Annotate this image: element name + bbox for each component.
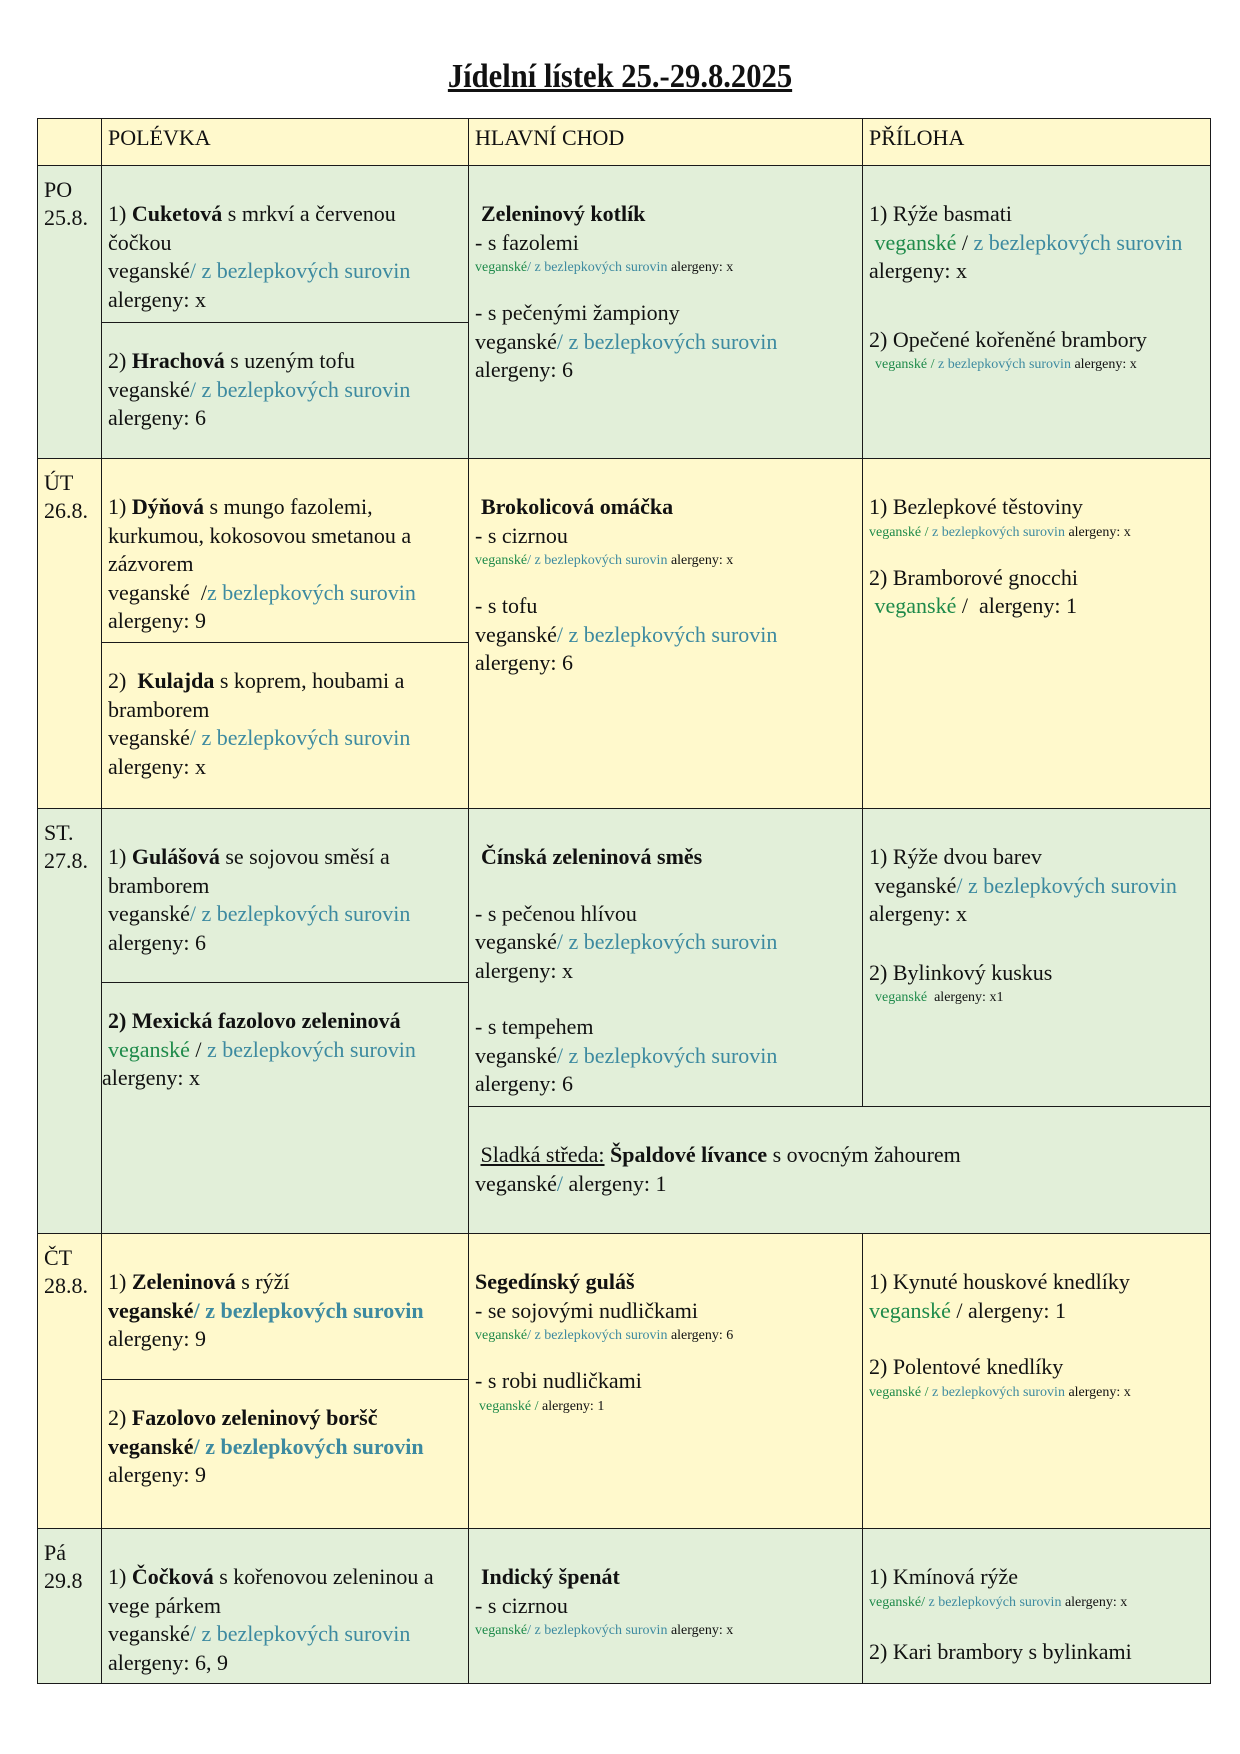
vegan-label: veganské [108, 901, 190, 926]
allergens-value: x [955, 901, 967, 926]
vegan-label: veganské [479, 1398, 532, 1414]
allergens-value: x [1120, 1594, 1128, 1610]
allergens-label: alergeny: [108, 1462, 190, 1487]
allergens-value: 6, 9 [194, 1649, 228, 1675]
soup-name: Dýňová [131, 494, 204, 519]
allergens-value: x [726, 260, 734, 275]
soup-cell [102, 166, 469, 323]
header-main: HLAVNÍ CHOD [469, 119, 863, 166]
allergens-label: alergeny: [475, 1071, 557, 1096]
gluten-free-label: z bezlepkových surovin [534, 553, 668, 568]
vegan-label: veganské [108, 1433, 194, 1459]
day-cell [38, 1529, 102, 1684]
allergens-value: 1 [1065, 593, 1077, 618]
soup-cell [102, 1234, 469, 1380]
soup-desc: se sojovou směsí a bramborem [108, 844, 390, 898]
side-name: 2) Bramborové gnocchi [869, 564, 1078, 590]
soup-cell [102, 1529, 469, 1684]
soup-desc: s kořenovou zeleninou a vege párkem [108, 1564, 434, 1618]
separator: / [921, 1594, 925, 1610]
header-soup: POLÉVKA [102, 119, 469, 166]
separator: / [556, 1170, 563, 1196]
allergens-label: alergeny: [108, 405, 190, 430]
soup-number: 2) [108, 668, 127, 693]
day-date: 25.8. [44, 205, 88, 230]
allergens-label: alergeny: [108, 929, 190, 955]
separator: / [956, 872, 963, 898]
allergens-value: x [1123, 1384, 1131, 1400]
page-title: Jídelní lístek 25.-29.8.2025 [447, 58, 793, 95]
side-name: 2) Bylinkový kuskus [869, 959, 1053, 985]
menu-table [37, 118, 1211, 1684]
main-name: Zeleninový kotlík [481, 201, 646, 226]
allergens-label: alergeny: [108, 286, 190, 312]
soup-desc: s mungo fazolemi, kurkumou, kokosovou smetanou a zázvorem [108, 494, 412, 576]
separator: / [189, 376, 196, 402]
gluten-free-label: z bezlepkových surovin [568, 1042, 778, 1068]
vegan-label: veganské [108, 725, 190, 750]
separator: / [527, 1328, 531, 1343]
allergens-value: x [561, 957, 573, 983]
separator: / [193, 1297, 200, 1323]
allergens-label: alergeny: [869, 901, 951, 926]
side-name: 2) Opečené kořeněné brambory [869, 326, 1147, 352]
vegan-label: veganské [875, 990, 928, 1005]
main-name: Indický špenát [481, 1564, 620, 1589]
allergens-value: x1 [989, 990, 1004, 1005]
vegan-label: veganské [475, 553, 528, 568]
day-cell [38, 1234, 102, 1529]
vegan-label: veganské [108, 1036, 190, 1062]
main-variant: - s robi nudličkami [475, 1368, 642, 1393]
gluten-free-label: z bezlepkových surovin [205, 1297, 424, 1323]
gluten-free-label: z bezlepkových surovin [928, 1594, 1062, 1610]
gluten-free-label: z bezlepkových surovin [201, 1621, 411, 1646]
gluten-free-label: z bezlepkových surovin [568, 621, 778, 647]
day-row-friday [38, 1529, 1211, 1684]
soup-desc: s mrkví a červenou čočkou [108, 201, 396, 255]
separator: / [189, 1621, 196, 1646]
vegan-label: veganské [475, 1328, 528, 1343]
allergens-value: x [955, 258, 967, 283]
separator: / [195, 1036, 202, 1062]
day-name: ÚT [44, 470, 74, 495]
allergens-label: alergeny: [108, 1649, 190, 1675]
allergens-label: alergeny: [1068, 524, 1121, 540]
vegan-label: veganské [108, 579, 190, 605]
allergens-label: alergeny: [108, 1326, 190, 1351]
sweet-desc: s ovocným žahourem [772, 1142, 961, 1167]
main-variant: - s cizrnou [475, 522, 568, 548]
gluten-free-label: z bezlepkových surovin [967, 872, 1177, 898]
soup-name: Mexická fazolovo zeleninová [131, 1008, 401, 1033]
allergens-value: x [1129, 357, 1137, 372]
gluten-free-label: z bezlepkových surovin [568, 328, 778, 354]
allergens-label: alergeny: [475, 957, 557, 983]
day-row-wednesday [38, 809, 1211, 983]
main-variant: - s fazolemi [475, 229, 579, 255]
sweet-label: Sladká středa: [480, 1142, 605, 1167]
allergens-label: alergeny: [475, 650, 557, 675]
side-name: 1) Bezlepkové těstoviny [869, 494, 1083, 519]
vegan-label: veganské [475, 260, 528, 275]
soup-cell [102, 809, 469, 983]
sweet-cell [469, 1107, 1211, 1234]
gluten-free-label: z bezlepkových surovin [931, 1384, 1065, 1400]
main-cell [469, 459, 863, 809]
allergens-label: alergeny: [967, 1297, 1050, 1323]
separator: / [189, 725, 196, 750]
day-date: 29.8 [44, 1568, 83, 1593]
allergens-label: alergeny: [108, 608, 190, 633]
day-date: 27.8. [44, 848, 88, 873]
allergens-label: alergeny: [934, 990, 986, 1005]
soup-number: 1) [108, 844, 127, 869]
allergens-value: x [726, 1623, 734, 1638]
vegan-label: veganské [875, 357, 928, 372]
side-name: 2) Kari brambory s bylinkami [869, 1638, 1132, 1664]
vegan-label: veganské [108, 258, 190, 283]
allergens-label: alergeny: [1068, 1384, 1121, 1400]
soup-name: Hrachová [131, 348, 225, 373]
day-row-monday [38, 166, 1211, 323]
separator: / [956, 1297, 963, 1323]
side-name: 2) Polentové knedlíky [869, 1354, 1064, 1379]
separator: / [200, 579, 207, 605]
soup-number: 1) [108, 1564, 127, 1589]
separator: / [534, 1398, 539, 1414]
vegan-label: veganské [874, 593, 957, 618]
allergens-value: 6 [726, 1328, 734, 1343]
header-side: PŘÍLOHA [863, 119, 1211, 166]
soup-cell [102, 459, 469, 643]
day-date: 28.8. [44, 1273, 88, 1298]
allergens-label: alergeny: [670, 553, 723, 568]
allergens-value: 9 [194, 1462, 206, 1487]
separator: / [527, 553, 531, 568]
gluten-free-label: z bezlepkových surovin [201, 258, 411, 283]
gluten-free-label: z bezlepkových surovin [201, 376, 411, 402]
allergens-label: alergeny: [108, 753, 190, 779]
soup-number: 1) [108, 494, 127, 519]
vegan-label: veganské [874, 872, 957, 898]
main-cell [469, 1234, 863, 1529]
side-name: 1) Kynuté houskové knedlíky [869, 1269, 1130, 1294]
main-name: Segedínský guláš [475, 1269, 635, 1294]
day-cell [38, 809, 102, 1234]
main-name: Brokolicová omáčka [481, 494, 674, 519]
side-name: 1) Rýže dvou barev [869, 844, 1042, 869]
vegan-label: veganské [475, 1042, 557, 1068]
side-cell [863, 1529, 1211, 1684]
allergens-value: 6 [194, 405, 206, 430]
soup-cell [102, 643, 469, 809]
gluten-free-label: z bezlepkových surovin [201, 725, 411, 750]
gluten-free-label: z bezlepkových surovin [568, 929, 778, 954]
day-cell [38, 459, 102, 809]
allergens-value: 6 [561, 1071, 573, 1096]
soup-name: Gulášová [131, 844, 220, 869]
separator: / [924, 524, 929, 540]
gluten-free-label: z bezlepkových surovin [937, 357, 1071, 372]
soup-name: Čočková [131, 1564, 214, 1589]
separator: / [527, 260, 531, 275]
soup-cell [102, 983, 469, 1234]
separator: / [556, 1042, 563, 1068]
soup-desc: s uzeným tofu [230, 348, 355, 373]
gluten-free-label: z bezlepkových surovin [206, 1036, 416, 1062]
allergens-value: 1 [655, 1170, 667, 1196]
vegan-label: veganské [108, 1297, 194, 1323]
main-variant: - s tempehem [475, 1014, 594, 1039]
side-name: 1) Kmínová rýže [869, 1564, 1019, 1589]
sweet-name: Špaldové lívance [610, 1142, 768, 1167]
day-row-thursday [38, 1234, 1211, 1380]
allergens-value: 9 [194, 1326, 206, 1351]
soup-cell [102, 323, 469, 459]
allergens-value: x [1123, 524, 1131, 540]
main-variant: - s pečenými žampiony [475, 300, 680, 325]
vegan-label: veganské [869, 524, 922, 540]
soup-name: Kulajda [137, 668, 215, 693]
soup-cell [102, 1380, 469, 1529]
main-cell [469, 1529, 863, 1684]
separator: / [556, 929, 563, 954]
vegan-label: veganské [475, 929, 557, 954]
main-cell [469, 809, 863, 1107]
allergens-label: alergeny: [670, 1328, 723, 1343]
allergens-label: alergeny: [568, 1170, 650, 1196]
main-variant: - s cizrnou [475, 1592, 568, 1618]
vegan-label: veganské [869, 1384, 922, 1400]
main-variant: - se sojovými nudličkami [475, 1297, 699, 1323]
day-date: 26.8. [44, 498, 88, 523]
allergens-value: 1 [1054, 1297, 1066, 1323]
gluten-free-label: z bezlepkových surovin [205, 1433, 424, 1459]
gluten-free-label: z bezlepkových surovin [534, 1623, 668, 1638]
vegan-label: veganské [475, 1623, 528, 1638]
separator: / [961, 229, 968, 255]
main-variant: - s pečenou hlívou [475, 900, 637, 926]
allergens-label: alergeny: [102, 1065, 184, 1090]
allergens-value: x [188, 1065, 200, 1090]
allergens-label: alergeny: [869, 258, 951, 283]
allergens-value: 1 [597, 1398, 605, 1414]
allergens-label: alergeny: [1064, 1594, 1117, 1610]
day-row-tuesday [38, 459, 1211, 643]
soup-desc: s koprem, houbami a bramborem [108, 668, 405, 722]
vegan-label: veganské [475, 1170, 557, 1196]
allergens-label: alergeny: [978, 593, 1061, 618]
vegan-label: veganské [108, 1621, 190, 1646]
header-day [38, 119, 102, 166]
vegan-label: veganské [475, 621, 557, 647]
gluten-free-label: z bezlepkových surovin [206, 579, 416, 605]
side-cell [863, 459, 1211, 809]
gluten-free-label: z bezlepkových surovin [534, 1328, 668, 1343]
gluten-free-label: z bezlepkových surovin [931, 524, 1065, 540]
gluten-free-label: z bezlepkových surovin [201, 901, 411, 926]
allergens-label: alergeny: [475, 357, 557, 382]
separator: / [930, 357, 935, 372]
allergens-value: 6 [561, 650, 573, 675]
side-cell [863, 1234, 1211, 1529]
soup-desc: s rýží [241, 1269, 290, 1294]
separator: / [556, 621, 563, 647]
side-cell [863, 809, 1211, 1107]
day-name: ST. [44, 820, 74, 845]
separator: / [527, 1623, 531, 1638]
allergens-value: x [726, 553, 734, 568]
allergens-value: x [194, 286, 206, 312]
soup-name: Fazolovo zeleninový boršč [131, 1405, 378, 1430]
allergens-value: 6 [561, 357, 573, 382]
soup-number: 1) [108, 201, 127, 226]
allergens-label: alergeny: [670, 1623, 723, 1638]
allergens-value: x [194, 753, 206, 779]
main-variant: - s tofu [475, 593, 538, 618]
day-name: Pá [44, 1540, 66, 1565]
side-cell [863, 166, 1211, 459]
vegan-label: veganské [108, 376, 190, 402]
soup-number: 2) [108, 1008, 127, 1033]
separator: / [961, 593, 968, 618]
allergens-value: 6 [194, 929, 206, 955]
allergens-label: alergeny: [670, 260, 723, 275]
day-cell [38, 166, 102, 459]
main-cell [469, 166, 863, 459]
allergens-label: alergeny: [541, 1398, 594, 1414]
soup-name: Cuketová [131, 201, 223, 226]
soup-name: Zeleninová [131, 1269, 236, 1294]
vegan-label: veganské [869, 1594, 922, 1610]
soup-number: 1) [108, 1269, 127, 1294]
soup-number: 2) [108, 1405, 127, 1430]
header-row [38, 119, 1211, 166]
separator: / [924, 1384, 929, 1400]
allergens-value: 9 [194, 608, 206, 633]
allergens-label: alergeny: [1074, 357, 1127, 372]
vegan-label: veganské [869, 1297, 951, 1323]
separator: / [556, 328, 563, 354]
soup-number: 2) [108, 348, 127, 373]
day-name: ČT [44, 1245, 73, 1270]
vegan-label: veganské [475, 328, 557, 354]
side-name: 1) Rýže basmati [869, 201, 1012, 226]
gluten-free-label: z bezlepkových surovin [534, 260, 668, 275]
separator: / [193, 1433, 200, 1459]
gluten-free-label: z bezlepkových surovin [973, 229, 1183, 255]
main-name: Čínská zeleninová směs [481, 844, 703, 869]
separator: / [189, 901, 196, 926]
vegan-label: veganské [874, 229, 957, 255]
separator: / [189, 258, 196, 283]
day-name: PO [44, 177, 73, 202]
